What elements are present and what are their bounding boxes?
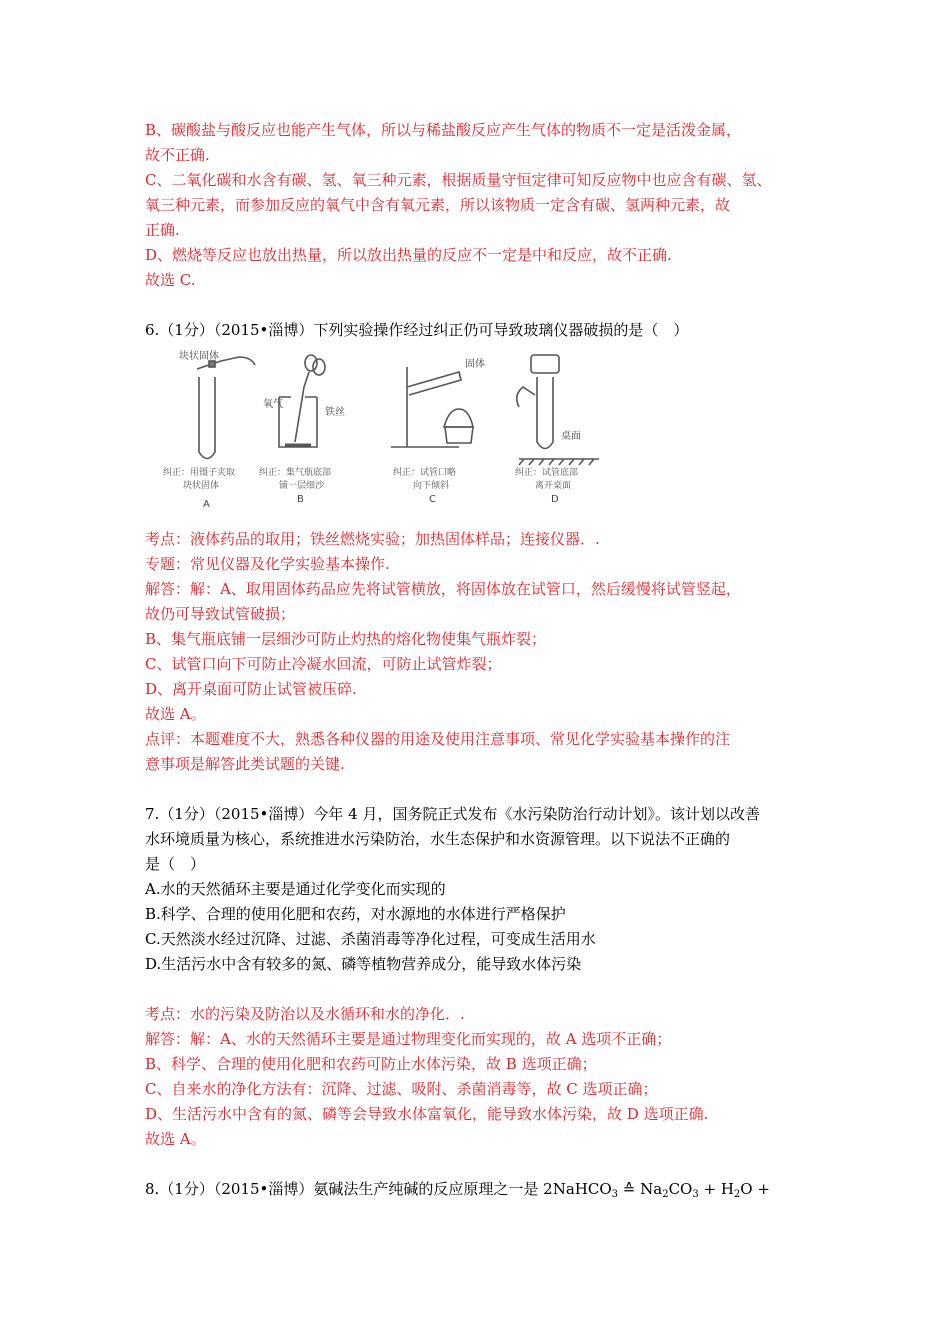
subscript: 3 [611, 1189, 618, 1200]
document-page [145, 118, 825, 1202]
text-line: D、离开桌面可防止试管被压碎. [145, 680, 357, 698]
label-solid-c: 固体 [465, 359, 485, 370]
iron-stand-c [391, 367, 459, 447]
test-tube-a [199, 377, 215, 459]
text-line: 7.（1分）（2015•淄博）今年 4 月，国务院正式发布《水污染防治行动计划》。该计划以改善 [145, 805, 760, 823]
text-line: D、生活污水中含有的氮、磷等会导致水体富氧化，能导致水体污染，故 D 选项正确. [145, 1105, 709, 1123]
caption-d-line2: 离开桌面 [535, 481, 572, 491]
text-line: 故选 A。 [145, 1130, 206, 1148]
label-iron-wire: 铁丝 [325, 407, 345, 418]
caption-b-line1: 纠正：集气瓶底部 [259, 468, 332, 478]
figure-letter-c: C [429, 494, 436, 505]
text-line: 点评：本题难度不大，熟悉各种仪器的用途及使用注意事项、常见化学实验基本操作的注 [145, 730, 731, 748]
question-6: 6.（1分）（2015•淄博）下列实验操作经过纠正仍可导致玻璃仪器破损的是（ ） [145, 321, 689, 339]
question-7 [145, 802, 825, 977]
option-a: A.水的天然循环主要是通过化学变化而实现的 [145, 880, 446, 898]
subscript: 2 [662, 1189, 669, 1200]
caption-c-line2: 向下倾斜 [413, 481, 450, 491]
text-line: 故选 A。 [145, 705, 206, 723]
test-tube-d [537, 377, 553, 449]
figure-letter-b: B [297, 494, 304, 505]
text-line: C、二氧化碳和水含有碳、氢、氧三种元素，根据质量守恒定律可知反应物中也应含有碳、氢、 [145, 171, 772, 189]
text-line: 解答：解：A、取用固体药品应先将试管横放，将固体放在试管口，然后缓慢将试管竖起， [145, 580, 741, 598]
text-line: 考点：水的污染及防治以及水循环和水的净化．. [145, 1005, 465, 1023]
q7-analysis [145, 1002, 825, 1152]
lab-apparatus-figure [159, 347, 629, 517]
text-line: 专题：常见仪器及化学实验基本操作. [145, 555, 390, 573]
label-table: 桌面 [561, 431, 581, 442]
subscript: 2 [733, 1189, 741, 1200]
figure-letter-a: A [203, 499, 210, 510]
q5-answer [145, 118, 825, 293]
q6-analysis [145, 527, 825, 777]
text-line: 考点：液体药品的取用；铁丝燃烧实验；加热固体样品；连接仪器．. [145, 530, 600, 548]
label-solid: 块状固体 [179, 351, 219, 362]
text-line: B、集气瓶底铺一层细沙可防止灼热的熔化物使集气瓶炸裂； [145, 630, 547, 648]
q8-text: Na [640, 1180, 663, 1198]
text-line: 氧三种元素，而参加反应的氧气中含有氧元素，所以该物质一定含有碳、氢两种元素，故 [145, 196, 731, 214]
text-line: 故选 C. [145, 271, 196, 289]
text-line: 正确. [145, 221, 180, 239]
text-line: 意事项是解答此类试题的关键. [145, 755, 345, 773]
caption-c-line1: 纠正：试管口略 [393, 468, 457, 478]
caption-a-line2: 块状固体 [183, 481, 220, 491]
text-line: D、燃烧等反应也放出热量，所以放出热量的反应不一定是中和反应，故不正确. [145, 246, 672, 264]
option-b: B.科学、合理的使用化肥和农药，对水源地的水体进行严格保护 [145, 905, 566, 923]
text-line: 故不正确. [145, 146, 210, 164]
text-line: 解答：解：A、水的天然循环主要是通过物理变化而实现的，故 A 选项不正确； [145, 1030, 672, 1048]
text-line: 水环境质量为核心，系统推进水污染防治，水生态保护和水资源管理。以下说法不正确的 [145, 830, 731, 848]
text-line: B、科学、合理的使用化肥和农药可防止水体污染，故 B 选项正确； [145, 1055, 597, 1073]
figure-letter-d: D [551, 494, 559, 505]
q8-text: 8.（1分）（2015•淄博）氨碱法生产纯碱的反应原理之一是 2NaHCO [145, 1180, 612, 1198]
apparatus-illustration [159, 347, 629, 517]
q8-text: O + [740, 1180, 770, 1198]
subscript: 3 [692, 1189, 699, 1200]
q8-text: + H [698, 1180, 734, 1198]
caption-b-line2: 铺一层细沙 [279, 481, 325, 491]
text-line: B、碳酸盐与酸反应也能产生气体，所以与稀盐酸反应产生气体的物质不一定是活泼金属， [145, 121, 742, 139]
label-oxygen: 氧气 [263, 399, 283, 410]
heat-symbol: ≙ [618, 1180, 641, 1198]
caption-d-line1: 纠正：试管底部 [515, 468, 579, 478]
text-line: C、自来水的净化方法有：沉降、过滤、吸附、杀菌消毒等，故 C 选项正确； [145, 1080, 658, 1098]
text-line: C、试管口向下可防止冷凝水回流，可防止试管炸裂； [145, 655, 502, 673]
option-d: D.生活污水中含有较多的氮、磷等植物营养成分，能导致水体污染 [145, 955, 582, 973]
text-line: 是（ ） [145, 855, 206, 873]
text-line: 故仍可导致试管破损； [145, 605, 296, 623]
caption-a-line1: 纠正：用镊子夹取 [163, 468, 236, 478]
q8-text: CO [668, 1180, 693, 1198]
question-8 [145, 1177, 825, 1202]
option-c: C.天然淡水经过沉降、过滤、杀菌消毒等净化过程，可变成生活用水 [145, 930, 596, 948]
